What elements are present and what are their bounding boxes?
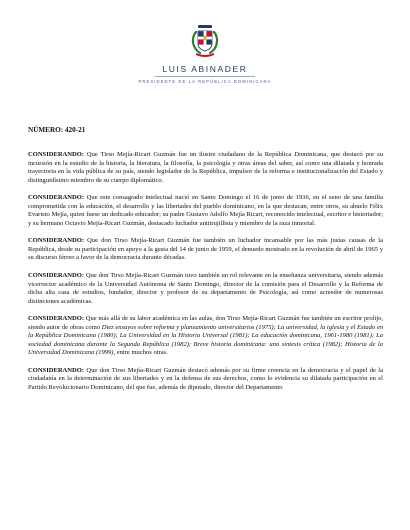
coat-of-arms-icon bbox=[189, 22, 221, 58]
decree-number: NÚMERO: 420-21 bbox=[28, 126, 86, 134]
considerando-text: Que don Tirso Mejía-Ricart Guzmán destacó además por su firme creencia en la democracia y el papel de la ciudadanía en la determinación de sus libertades y en la defensa de sus derechos, como lo evidencia su dilatada participación en el Partido Revolucionario Dominicano, del que fue, además de diputado, director del Departamento bbox=[28, 366, 383, 392]
considerando-text: Que este consagrado intelectual nació en Santo Domingo el 16 de junio de 1936, en el seno de una familia comprometida con la educación, el desarrollo y las libertades del pueblo dominicano, en la que destacan, entre otros, su abuelo Félix Evaristo Mejía, quien fuese un dedicado educador; su padre Gustavo Adolfo Mejía Ricart, reconocido intelectual, escritor e historiador; y su hermano Octavio Mejía-Ricart Guzmán, destacado luchador antitrujillista y miembro de la raza inmortal. bbox=[28, 194, 383, 227]
considerando-label: CONSIDERANDO: bbox=[28, 272, 85, 280]
considerando-label: CONSIDERANDO: bbox=[28, 194, 85, 202]
considerando-paragraph bbox=[28, 151, 383, 185]
considerando-text: Que Tirso Mejía-Ricart Guzmán fue un ilustre ciudadano de la República Dominicana, que destacó por su incursión en la estudio de la historia, la literatura, la filosofía, la psicología y otras áreas del saber, así como una dilatada y honrada trayectoria en la vida pública de su país, siendo legislador de la República, impulsor de la reforma e institucionalización del Estado y distinguidísimo miembro de su cuerpo diplomático. bbox=[28, 151, 383, 184]
considerando-text: Que más allá de su labor académica en las aulas, don Tirso Mejía-Ricart Guzmán fue también un escritor prolijo, siendo autor de obras como bbox=[28, 315, 383, 331]
letterhead bbox=[0, 0, 410, 100]
considerando-text: Que don Tirso Mejía-Ricart Guzmán tuvo también un rol relevante en la enseñanza universitaria, siendo además vicerrector académico de la Universidad Autónoma de Santo Domingo, director de la comisión para el Desarrollo y la Reforma de dicha alta casa de estudios, fundador, director y profesor de su departamento de Psicología, así como acreedor de numerosas distinciones académicas. bbox=[28, 272, 383, 305]
decree-body bbox=[28, 126, 383, 402]
president-title: PRESIDENTE DE LA REPÚBLICA DOMINICANA bbox=[138, 79, 272, 84]
considerando-label: CONSIDERANDO: bbox=[28, 151, 85, 158]
considerando-text: Que don Tirso Mejía-Ricart Guzmán fue también un luchador incansable por las más justas causas de la República, desde su participación en apoyo a la gesta del 14 de junio de 1959, el denuedo mostrado en la revolución de abril de 1965 y su discurso férreo a favor de la democracia durante décadas. bbox=[28, 237, 383, 262]
considerando-label: CONSIDERANDO: bbox=[28, 366, 85, 374]
considerando-paragraph bbox=[28, 237, 383, 263]
considerando-text: , entre muchos otras. bbox=[113, 349, 168, 357]
considerando-label: CONSIDERANDO: bbox=[28, 237, 85, 245]
header-divider bbox=[155, 76, 255, 77]
considerando-paragraph bbox=[28, 367, 383, 393]
considerando-paragraph bbox=[28, 315, 383, 358]
considerando-paragraph bbox=[28, 194, 383, 228]
considerando-label: CONSIDERANDO: bbox=[28, 315, 85, 323]
considerando-paragraph bbox=[28, 272, 383, 306]
president-name: LUIS ABINADER bbox=[162, 64, 248, 74]
works-list: Diez ensayos sobre reforma y planeamiento universitarios (1975); La universidad, la iglesia y el Estado en la República Dominicana (1980); La Universidad en la Historia Universal (1981); La educación dominicana, 1961-1980 (1981); La sociedad dominicana durante la Segunda República (1982); Breve historia dominicana: una síntesis crítica (1982); Historia de la Universidad Dominicana (1999) bbox=[28, 323, 383, 357]
